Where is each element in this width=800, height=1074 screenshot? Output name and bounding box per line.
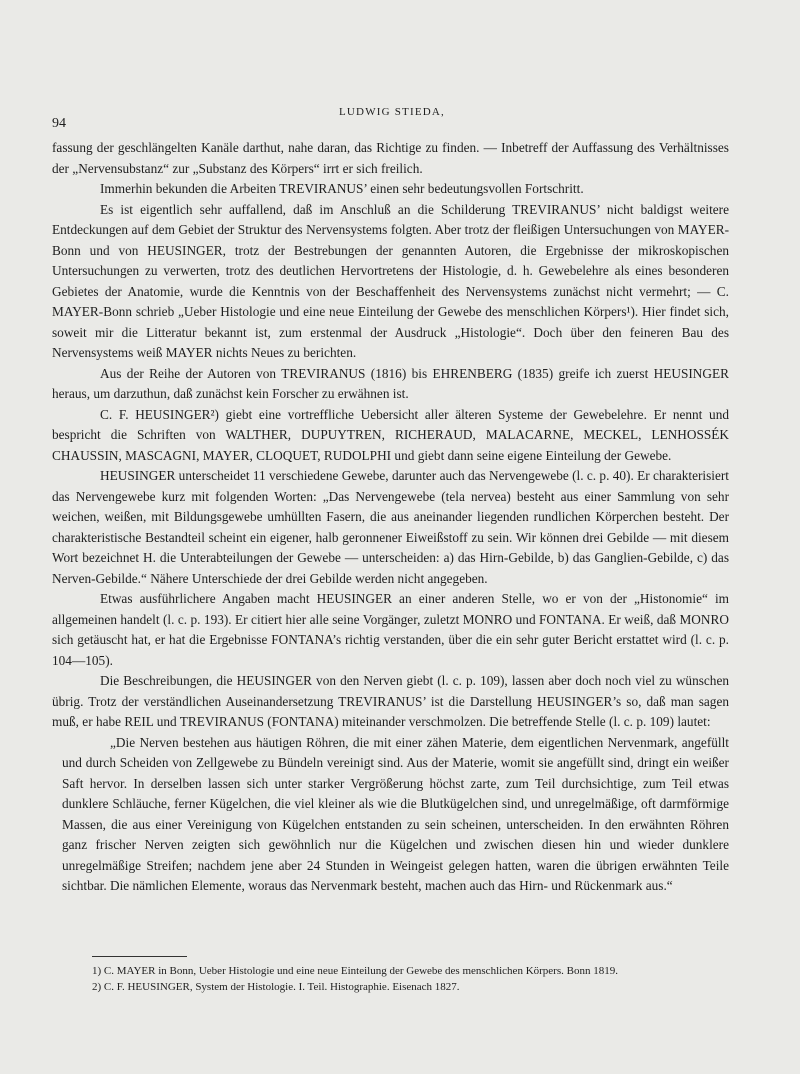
body-text — [52, 138, 729, 897]
footnote-rule — [92, 956, 187, 957]
paragraph-continuation: fassung der geschlängelten Kanäle darthut, nahe daran, das Richtige zu finden. — Inbetreff der Auffassung des Verhältnisses der „Nervensubstanz“ zur „Substanz des Körpers“ irrt er sich freilich. — [52, 140, 729, 176]
footnote-1: 1) C. MAYER in Bonn, Ueber Histologie und eine neue Einteilung der Gewebe des menschlichen Körpers. Bonn 1819. — [92, 965, 618, 977]
footnotes — [92, 963, 732, 995]
paragraph: Es ist eigentlich sehr auffallend, daß im Anschluß an die Schilderung TREVIRANUS’ nicht baldigst weitere Entdeckungen auf dem Gebiet der Struktur des Nervensystems folgten. Aber trotz der fleißigen Untersuchungen von MAYER-Bonn und von HEUSINGER, trotz der Bestrebungen der genannten Autoren, die Ergebnisse der mikroskopischen Untersuchungen zu verwerten, trotz des deutlichen Hervortretens der Histologie, d. h. Gewebelehre als eines besonderen Gebietes der Anatomie, wurde die Kenntnis von der Beschaffenheit des Nervensystems zunächst nicht vermehrt; — C. MAYER-Bonn schrieb „Ueber Histologie und eine neue Einteilung der Gewebe des menschlichen Körpers¹). Hier findet sich, soweit mir die Litteratur bekannt ist, zum erstenmal der Ausdruck „Histologie“. Doch über den feineren Bau des Nervensystems weiß MAYER nichts Neues zu berichten. — [52, 201, 729, 360]
page-header — [52, 100, 732, 131]
paragraph: Etwas ausführlichere Angaben macht HEUSINGER an einer anderen Stelle, wo er von der „Histonomie“ im allgemeinen handelt (l. c. p. 193). Er citiert hier alle seine Vorgänger, zuletzt MONRO und FONTANA. Er weiß, daß MONRO sich getäuscht hat, er hat die Ergebnisse FONTANA’s richtig verstanden, über die ein sehr guter Bericht erstattet wird (l. c. p. 104—105). — [52, 591, 729, 668]
page-number: 94 — [52, 116, 66, 131]
paragraph: Aus der Reihe der Autoren von TREVIRANUS (1816) bis EHRENBERG (1835) greife ich zuerst HEUSINGER heraus, um darzuthun, daß zunächst kein Forscher zu erwähnen ist. — [52, 365, 729, 401]
paragraph: HEUSINGER unterscheidet 11 verschiedene Gewebe, darunter auch das Nervengewebe (l. c. p. 40). Er charakterisiert das Nervengewebe kurz mit folgenden Worten: „Das Nervengewebe (tela nervea) besteht aus einer Sammlung von sehr weichen, weißen, mit Bildungsgewebe umhüllten Fasern, die aus aneinander liegenden rundlichen Körperchen besteht. Der charakteristische Bestandteil scheint ein eigener, halb geronnener Eiweißstoff zu sein. Wir können drei Gebilde — mit diesem Wort bezeichnet H. die Unterabteilungen der Gewebe — unterscheiden: a) das Hirn-Gebilde, b) das Ganglien-Gebilde, c) das Nerven-Gebilde.“ Nähere Unterschiede der drei Gebilde werden nicht angegeben. — [52, 468, 730, 586]
footnote-2: 2) C. F. HEUSINGER, System der Histologie. I. Teil. Histographie. Eisenach 1827. — [92, 981, 460, 993]
paragraph: Die Beschreibungen, die HEUSINGER von den Nerven giebt (l. c. p. 109), lassen aber doch noch viel zu wünschen übrig. Trotz der verständlichen Auseinandersetzung TREVIRANUS’ ist die Darstellung HEUSINGER’s so, daß man sagen muß, er habe REIL und TREVIRANUS (FONTANA) miteinander verschmolzen. Die betreffende Stelle (l. c. p. 109) lautet: — [52, 673, 729, 729]
paragraph: C. F. HEUSINGER²) giebt eine vortreffliche Uebersicht aller älteren Systeme der Gewebelehre. Er nennt und bespricht die Schriften von WALTHER, DUPUYTREN, RICHERAUD, MALACARNE, MECKEL, LENHOSSÉK CHAUSSIN, MASCAGNI, MAYER, CLOQUET, RUDOLPHI und giebt dann seine eigene Einteilung der Gewebe. — [52, 406, 729, 463]
running-head: LUDWIG STIEDA, — [338, 106, 445, 118]
paragraph: Immerhin bekunden die Arbeiten TREVIRANUS’ einen sehr bedeutungsvollen Fortschritt. — [100, 181, 584, 196]
block-quote: „Die Nerven bestehen aus häutigen Röhren, die mit einer zähen Materie, dem eigentlichen Nervenmark, angefüllt und durch Scheiden von Zellgewebe zu Bündeln vereinigt sind. Aus der Materie, womit sie angefüllt sind, dringt ein weißer Saft hervor. In derselben lassen sich unter starker Vergrößerung höchst zarte, zum Teil durchsichtige, zum Teil etwas dunklere Schläuche, ferner Kügelchen, die viel kleiner als wie die Blutkügelchen sind, und unregelmäßige, oft darmförmige Massen, die aus einer Vereinigung von Kügelchen entstanden zu sein scheinen, unterscheiden. In den erwähnten Röhren ganz frischer Nerven zeigten sich gewöhnlich nur die Kügelchen und zwischen diesen hin und wieder dunklere unregelmäßige Streifen; nachdem jene aber 24 Stunden in Weingeist gelegen hatten, waren die übrigen erwähnten Teile sichtbar. Die nämlichen Elemente, woraus das Nervenmark besteht, machen auch das Hirn- und Rückenmark aus.“ — [62, 734, 729, 893]
